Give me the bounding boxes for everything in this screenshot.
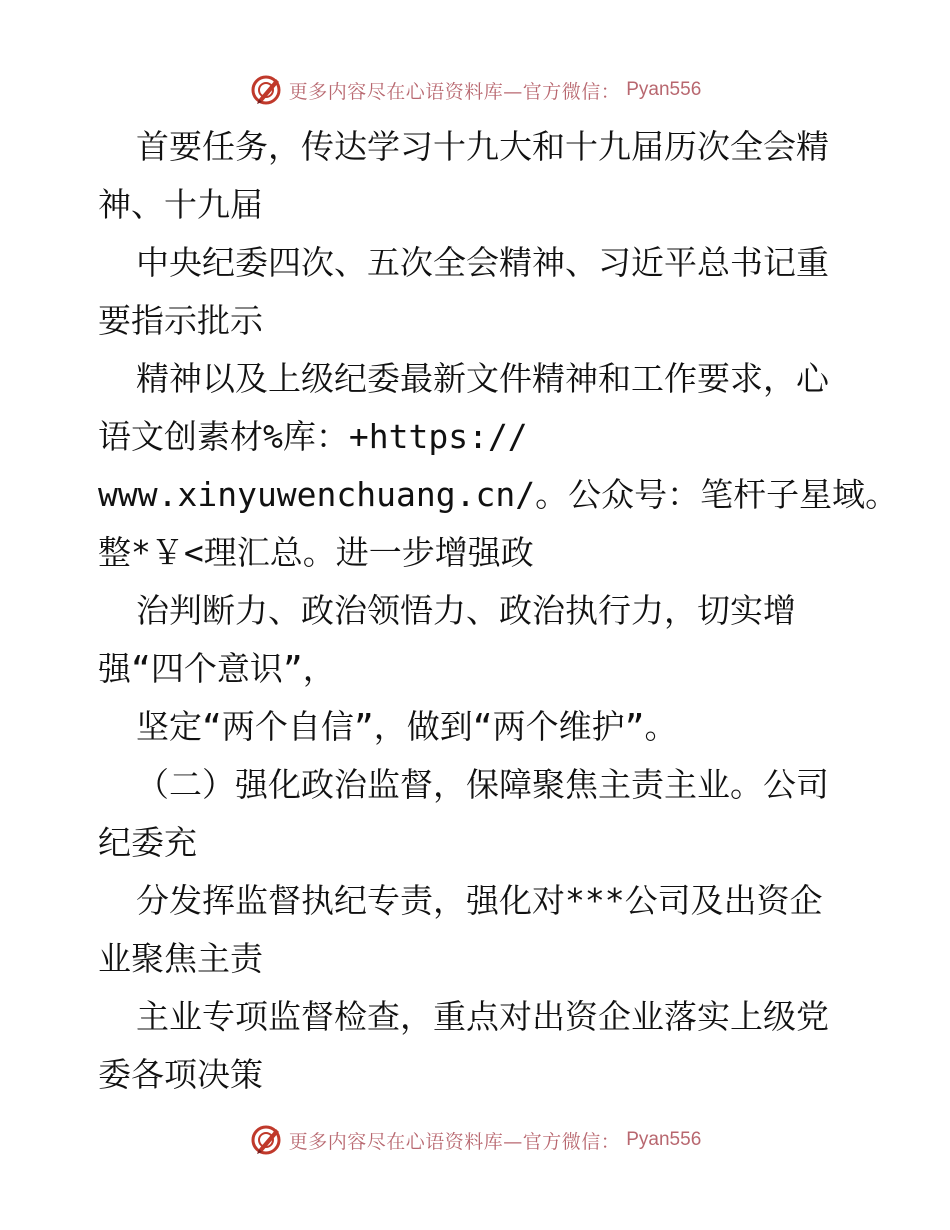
text-line: 委各项决策 bbox=[98, 1055, 263, 1094]
text-line: 要指示批示 bbox=[98, 301, 263, 340]
pen-circle-logo-icon bbox=[249, 73, 283, 107]
pen-circle-logo-icon bbox=[249, 1123, 283, 1157]
header-banner-code: Pyan556 bbox=[626, 79, 702, 100]
footer-banner-code: Pyan556 bbox=[626, 1129, 702, 1150]
footer-banner-text: 更多内容尽在心语资料库—官方微信： bbox=[288, 1130, 621, 1153]
header-banner-text: 更多内容尽在心语资料库—官方微信： bbox=[288, 80, 621, 103]
text-line: 中央纪委四次、五次全会精神、习近平总书记重 bbox=[136, 243, 829, 282]
text-line: 坚定“两个自信”，做到“两个维护”。 bbox=[136, 707, 678, 746]
text-line: 主业专项监督检查，重点对出资企业落实上级党 bbox=[136, 997, 829, 1036]
text-line: 语文创素材%库：+https:// bbox=[98, 417, 528, 456]
text-line: 强“四个意识”， bbox=[98, 649, 336, 688]
text-line: www.xinyuwenchuang.cn/。公众号：笔杆子星域。 bbox=[98, 475, 899, 514]
text-line: 治判断力、政治领悟力、政治执行力，切实增 bbox=[136, 591, 796, 630]
text-line: 分发挥监督执纪专责，强化对***公司及出资企 bbox=[136, 881, 823, 920]
text-line: （二）强化政治监督，保障聚焦主责主业。公司 bbox=[136, 765, 829, 804]
document-body bbox=[98, 118, 899, 1104]
text-line: 纪委充 bbox=[98, 823, 197, 862]
text-line: 业聚焦主责 bbox=[98, 939, 263, 978]
footer-watermark-banner bbox=[0, 1120, 950, 1160]
header-watermark-banner bbox=[0, 70, 950, 110]
text-line: 精神以及上级纪委最新文件精神和工作要求，心 bbox=[136, 359, 829, 398]
text-line: 神、十九届 bbox=[98, 185, 263, 224]
text-line: 首要任务，传达学习十九大和十九届历次全会精 bbox=[136, 127, 829, 166]
text-line: 整*￥<理汇总。进一步增强政 bbox=[98, 533, 534, 572]
